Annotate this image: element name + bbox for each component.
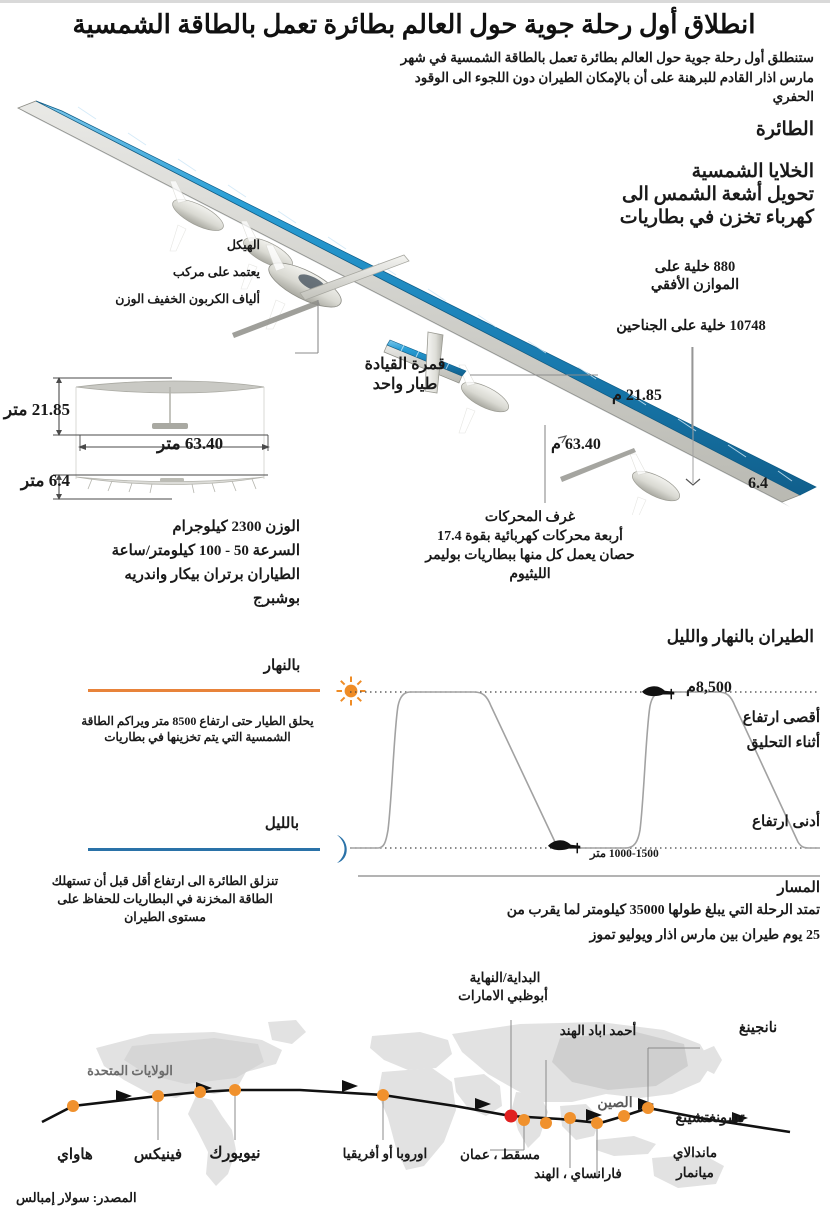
- stabilizer-cells-line-1: 880 خلية على: [654, 259, 736, 275]
- trip-summary-line-2: 25 يوم طيران بين مارس اذار ويوليو تموز: [589, 928, 820, 943]
- plane-glyph-bottom: [548, 840, 580, 853]
- stop-dot-mandalay: [591, 1117, 603, 1129]
- min-altitude-caption: أدنى ارتفاع: [752, 814, 820, 830]
- cockpit-line-1: قمرة القيادة: [364, 356, 446, 373]
- label-solar-cells: [514, 160, 814, 229]
- dimension-chord-3d: 6.4: [748, 475, 768, 492]
- dimension-height-3d: 21.85 م: [612, 387, 662, 404]
- solar-cells-desc-1: تحويل أشعة الشمس الى: [622, 184, 814, 205]
- stop-dot-ahmedabad: [540, 1117, 552, 1129]
- map-label-newyork: نيويورك: [209, 1145, 261, 1162]
- stop-dot-phoenix: [152, 1090, 164, 1102]
- airframe-line-3: ألياف الكربون الخفيف الوزن: [115, 292, 260, 306]
- dimension-height-front: 21.85 متر: [3, 400, 70, 419]
- stop-dot-europe-africa: [377, 1089, 389, 1101]
- page-title: انطلاق أول رحلة جوية حول العالم بطائرة تعمل بالطاقة الشمسية: [72, 10, 756, 39]
- map-label-europe-africa: اوروبا أو أفريقيا: [342, 1146, 428, 1161]
- min-altitude-value: 1000-1500 متر: [590, 848, 659, 860]
- map-label-muscat: مسقط ، عمان: [460, 1147, 540, 1162]
- trip-summary-line-1: تمتد الرحلة التي يبلغ طولها 35000 كيلومتر لما يقرب من: [506, 903, 820, 918]
- stop-dot-midwest: [194, 1086, 206, 1098]
- dimension-chord-front: 6.4 متر: [20, 471, 70, 490]
- map-label-myanmar: ميانمار: [676, 1165, 714, 1180]
- airframe-line-2: يعتمد على مركب: [172, 265, 260, 279]
- engines-line-2: أربعة محركات كهربائية بقوة 17.4: [437, 529, 623, 544]
- legend-day-line: [88, 689, 320, 692]
- dimension-span-3d: 63.40 م: [551, 436, 601, 453]
- map-label-start-end: البداية/النهاية: [469, 970, 541, 985]
- cockpit-line-2: طيار واحد: [372, 376, 438, 393]
- map-label-china: الصين: [597, 1096, 633, 1111]
- map-label-mandalay: ماندالاي: [672, 1145, 718, 1160]
- engines-line-4: الليثيوم: [509, 567, 551, 582]
- max-altitude-caption-line-2: أثناء التحليق: [746, 735, 820, 751]
- engines-line-3: حصان يعمل كل منها ببطاريات بوليمر: [425, 548, 635, 563]
- map-label-hawaii: هاواي: [57, 1147, 93, 1163]
- spec-pilots-cont: بوشبرج: [253, 591, 300, 607]
- stop-dot-abudhabi: [505, 1110, 518, 1123]
- map-label-start-end-city: أبوظبي الامارات: [458, 988, 548, 1003]
- flight-profile-chart: [350, 670, 830, 895]
- trip-summary: [350, 898, 820, 948]
- engines-line-1: غرف المحركات: [484, 510, 576, 525]
- legend-night-line: [88, 848, 320, 851]
- stabilizer-cells-line-2: الموازن الأفقي: [650, 277, 740, 293]
- max-altitude-caption-line-1: أقصى ارتفاع: [742, 710, 820, 726]
- spec-speed: السرعة 50 - 100 كيلومتر/ساعة: [111, 543, 300, 559]
- stop-dot-newyork: [229, 1084, 241, 1096]
- path-axis-label: المسار: [777, 880, 820, 896]
- specs-list: [50, 515, 300, 611]
- stop-dot-muscat: [518, 1114, 530, 1126]
- top-divider: [0, 0, 830, 3]
- spec-pilots: الطياران برتران بيكار واندريه: [124, 567, 300, 583]
- day-description: يحلق الطيار حتى ارتفاع 8500 متر ويراكم الطاقة الشمسية التي يتم تخزينها في بطاريات: [81, 714, 314, 744]
- label-stabilizer-cells: [580, 258, 810, 294]
- legend-day-label: بالنهار: [263, 658, 301, 674]
- standfirst-paragraph: ستنطلق أول رحلة جوية حول العالم بطائرة تعمل بالطاقة الشمسية في شهر مارس اذار القادم للبرهنة على أن بالإمكان الطيران دون اللجوء الى الوقود الحفري: [400, 50, 814, 104]
- stop-dot-hawaii: [67, 1100, 79, 1112]
- dimension-span-front: 63.40 متر: [156, 434, 224, 453]
- solar-cells-title: الخلايا الشمسية: [691, 161, 814, 182]
- max-altitude-caption: [672, 706, 820, 756]
- label-wing-cells: 10748 خلية على الجناحين: [616, 318, 766, 334]
- label-aircraft: الطائرة: [755, 119, 814, 140]
- label-airframe: [0, 232, 260, 313]
- label-engines: [370, 508, 690, 584]
- night-description: تنزلق الطائرة الى ارتفاع أقل قبل أن تستهلك الطاقة المخزنة في البطاريات للحفاظ على مستوى الطيران: [51, 874, 279, 924]
- source-credit: المصدر: سولار إمبالس: [16, 1190, 137, 1205]
- map-label-nanjing: نانجينغ: [738, 1020, 778, 1036]
- label-cockpit: [300, 355, 510, 395]
- map-label-chongqing: تشونغتشينغ: [675, 1110, 745, 1126]
- map-label-usa: الولايات المتحدة: [87, 1063, 173, 1078]
- solar-cells-desc-2: كهرباء تخزن في بطاريات: [619, 207, 814, 228]
- chart-title: الطيران بالنهار والليل: [666, 627, 814, 646]
- map-label-ahmedabad: أحمد اباد الهند: [559, 1023, 637, 1038]
- plane-glyph-top: [642, 686, 674, 699]
- airframe-line-1: الهيكل: [226, 238, 260, 252]
- max-altitude-value: 8,500م: [686, 679, 732, 696]
- legend-night-label: بالليل: [264, 816, 300, 832]
- map-label-phoenix: فينيكس: [133, 1147, 183, 1163]
- stop-dot-varanasi: [564, 1112, 576, 1124]
- map-label-varanasi: فارانساي ، الهند: [534, 1166, 622, 1181]
- spec-weight: الوزن 2300 كيلوجرام: [172, 519, 300, 535]
